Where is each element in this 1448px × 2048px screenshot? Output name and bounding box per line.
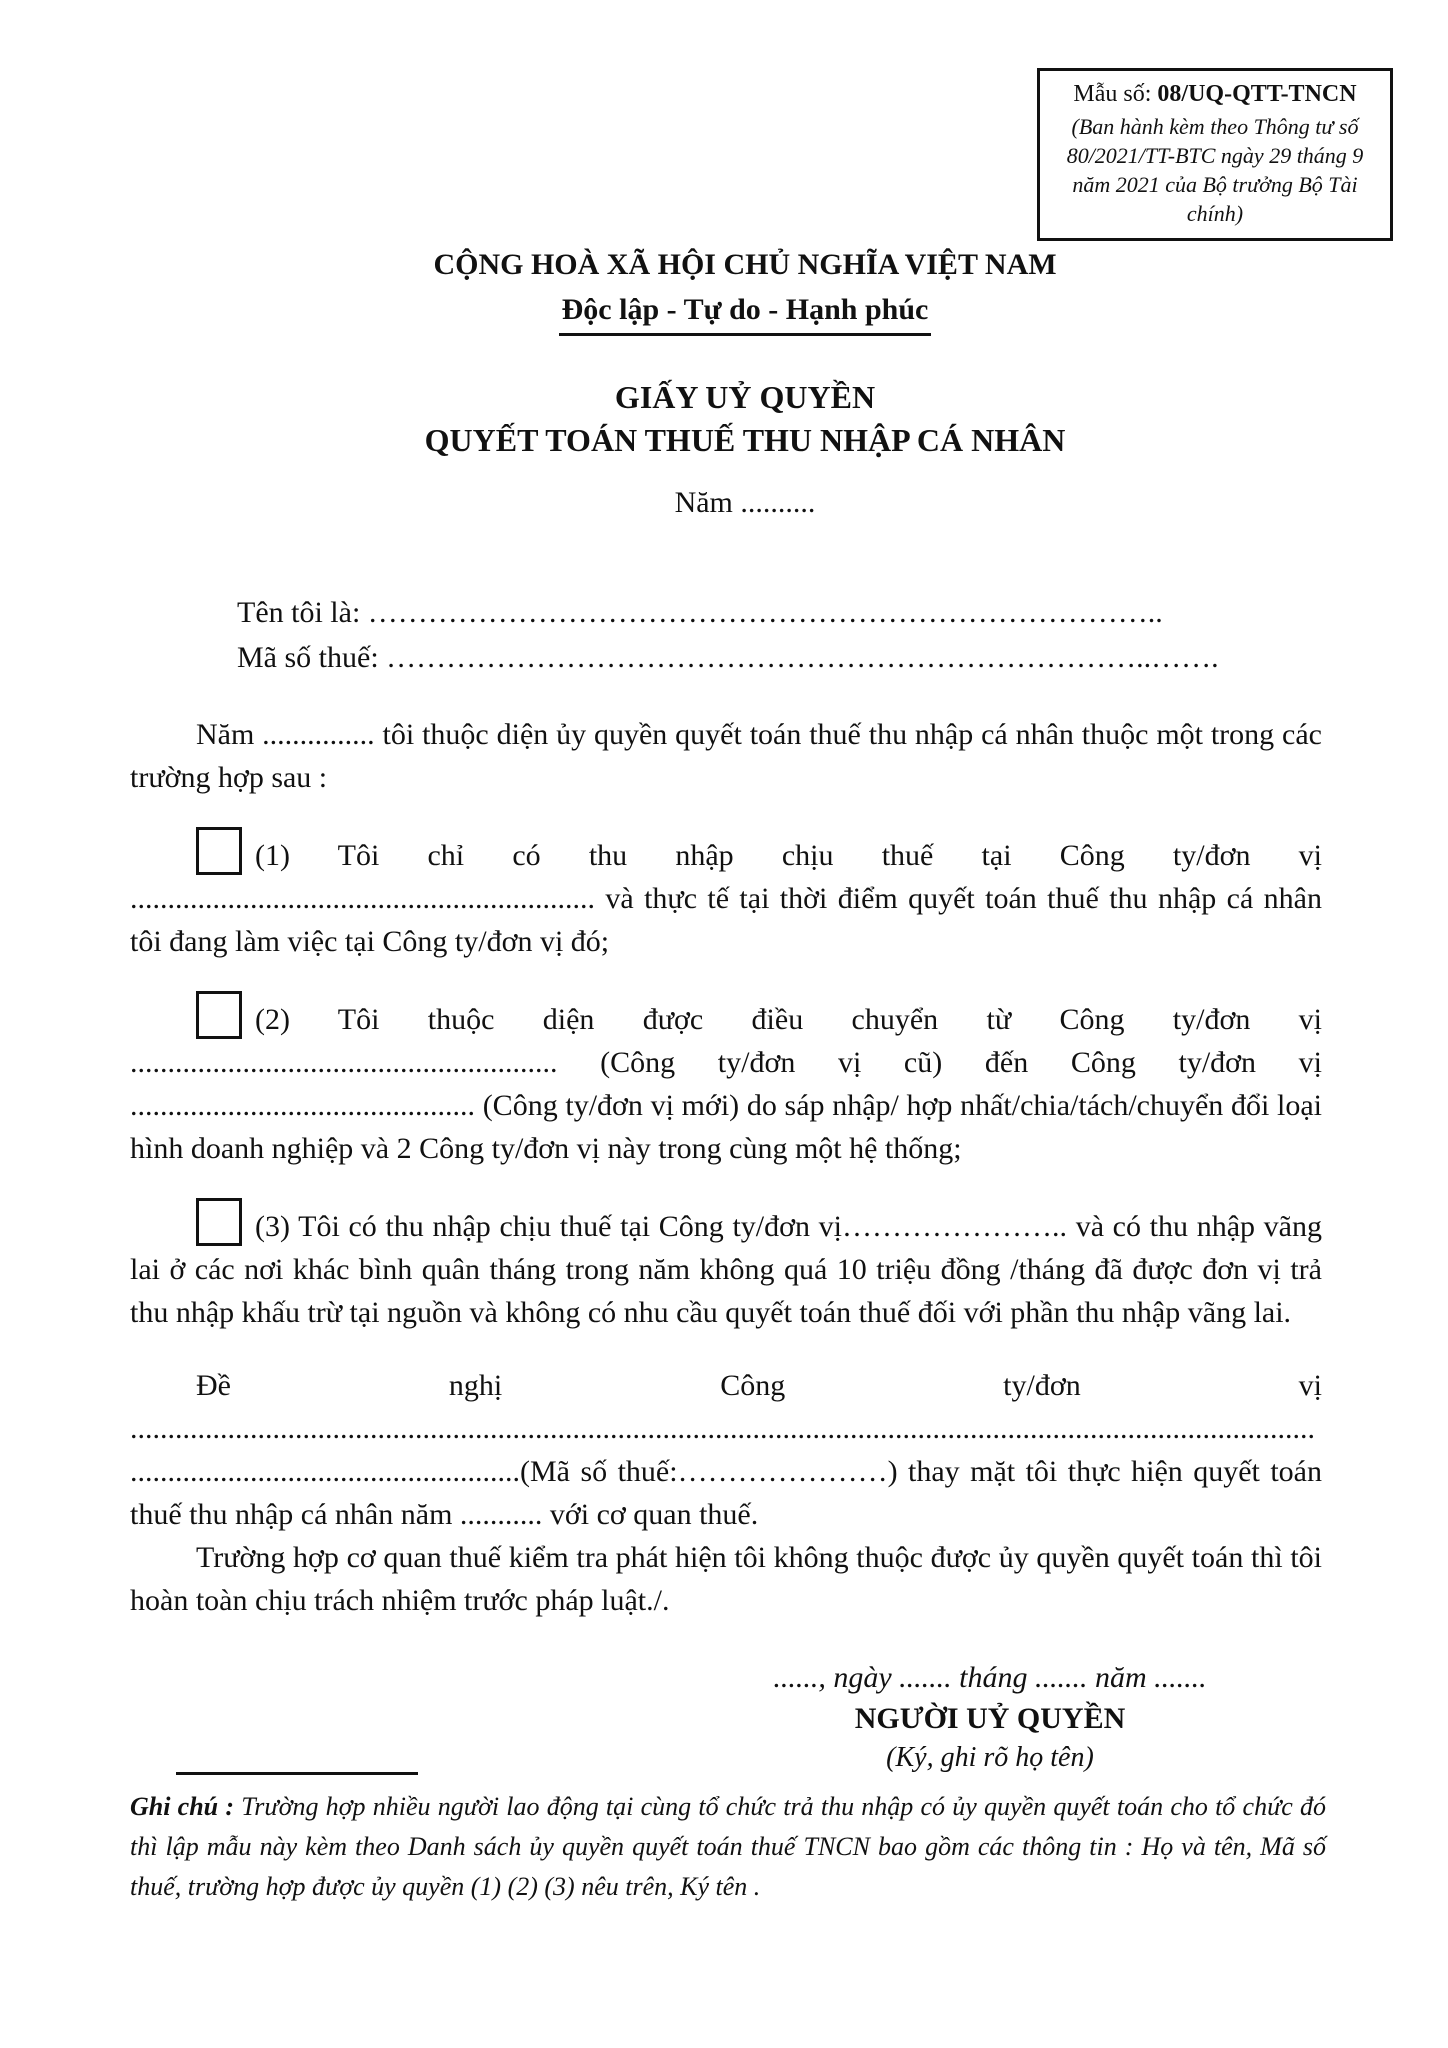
title-line-2: QUYẾT TOÁN THUẾ THU NHẬP CÁ NHÂN — [424, 422, 1066, 458]
footnote-divider — [176, 1772, 418, 1775]
form-number-code: 08/UQ-QTT-TNCN — [1157, 81, 1357, 107]
footnote-paragraph — [130, 1787, 1326, 1907]
identity-section — [237, 590, 1332, 680]
form-number-line — [1050, 79, 1380, 109]
option-1-paragraph — [130, 827, 1322, 963]
option-3-text: (3) Tôi có thu nhập chịu thuế tại Công ty/đơn vị………………….. và có thu nhập vãng lai ở các nơi khác bình quân tháng trong năm không quá 10 triệu đồng /tháng đã được đơn vị trả thu nhập khấu trừ tại nguồn và không có nhu cầu quyết toán thuế đối với phần thu nhập vãng lai. — [130, 1210, 1322, 1329]
intro-paragraph: Năm ............... tôi thuộc diện ủy quyền quyết toán thuế thu nhập cá nhân thuộc một trong các trường hợp sau : — [130, 718, 1322, 794]
body-section — [130, 713, 1322, 1622]
signature-date-line: ......, ngày ....... tháng ....... năm ....... — [773, 1661, 1207, 1694]
signing-instruction: (Ký, ghi rõ họ tên) — [886, 1742, 1094, 1773]
name-fill-line: Tên tôi là: …………………………………………………………………….. — [237, 596, 1163, 629]
option-2-paragraph — [130, 991, 1322, 1170]
option-3-checkbox[interactable] — [196, 1198, 242, 1246]
national-title: CỘNG HOÀ XÃ HỘI CHỦ NGHĨA VIỆT NAM — [433, 248, 1057, 281]
form-issuance-note: (Ban hành kèm theo Thông tư số 80/2021/TT-BTC ngày 29 tháng 9 năm 2021 của Bộ trưởng Bộ Tài chính) — [1066, 114, 1364, 226]
option-2-text: (2) Tôi thuộc diện được điều chuyển từ Công ty/đơn vị ......................................................... (Công ty/đơn vị cũ) đến Công ty/đơn vị .............................................. (Công ty/đơn vị mới) do sáp nhập/ hợp nhất/chia/tách/chuyển đổi loại hình doanh nghiệp và 2 Công ty/đơn vị này trong cùng một hệ thống; — [130, 1003, 1322, 1165]
option-1-text: (1) Tôi chỉ có thu nhập chịu thuế tại Công ty/đơn vị .............................................................. và thực tế tại thời điểm quyết toán thuế thu nhập cá nhân tôi đang làm việc tại Công ty/đơn vị đó; — [130, 839, 1322, 958]
footnote-text: Trường hợp nhiều người lao động tại cùng tổ chức trả thu nhập có ủy quyền quyết toán cho tổ chức đó thì lập mẫu này kèm theo Danh sách ủy quyền quyết toán thuế TNCN bao gồm các thông tin : Họ và tên, Mã số thuế, trường hợp được ủy quyền (1) (2) (3) nêu trên, Ký tên . — [130, 1792, 1327, 1901]
title-line-1: GIẤY UỶ QUYỀN — [614, 379, 876, 415]
national-header — [130, 246, 1360, 336]
signature-block — [660, 1658, 1320, 1777]
footnote-section — [130, 1772, 1326, 1933]
request-paragraph: Đề nghị Công ty/đơn vị ..................................................................................................................................................................................................................(Mã số thuế:…………………) thay mặt tôi thực hiện quyết toán thuế thu nhập cá nhân năm ........... với cơ quan thuế. — [130, 1369, 1322, 1531]
document-title — [130, 376, 1360, 520]
tax-code-fill-line: Mã số thuế: …………………………………………………………………..……. — [237, 641, 1219, 674]
form-number-label: Mẫu số: — [1073, 81, 1152, 107]
signer-role: NGƯỜI UỶ QUYỀN — [854, 1702, 1126, 1735]
footnote-label: Ghi chú : — [130, 1792, 235, 1821]
title-year-line: Năm .......... — [674, 486, 816, 519]
form-number-box — [1037, 68, 1393, 241]
national-motto-text: Độc lập - Tự do - Hạnh phúc — [559, 292, 932, 336]
option-2-checkbox[interactable] — [196, 991, 242, 1039]
liability-paragraph: Trường hợp cơ quan thuế kiểm tra phát hiện tôi không thuộc được ủy quyền quyết toán thì tôi hoàn toàn chịu trách nhiệm trước pháp luật./. — [130, 1541, 1322, 1617]
option-1-checkbox[interactable] — [196, 827, 242, 875]
option-3-paragraph — [130, 1198, 1322, 1334]
national-motto — [130, 292, 1360, 336]
